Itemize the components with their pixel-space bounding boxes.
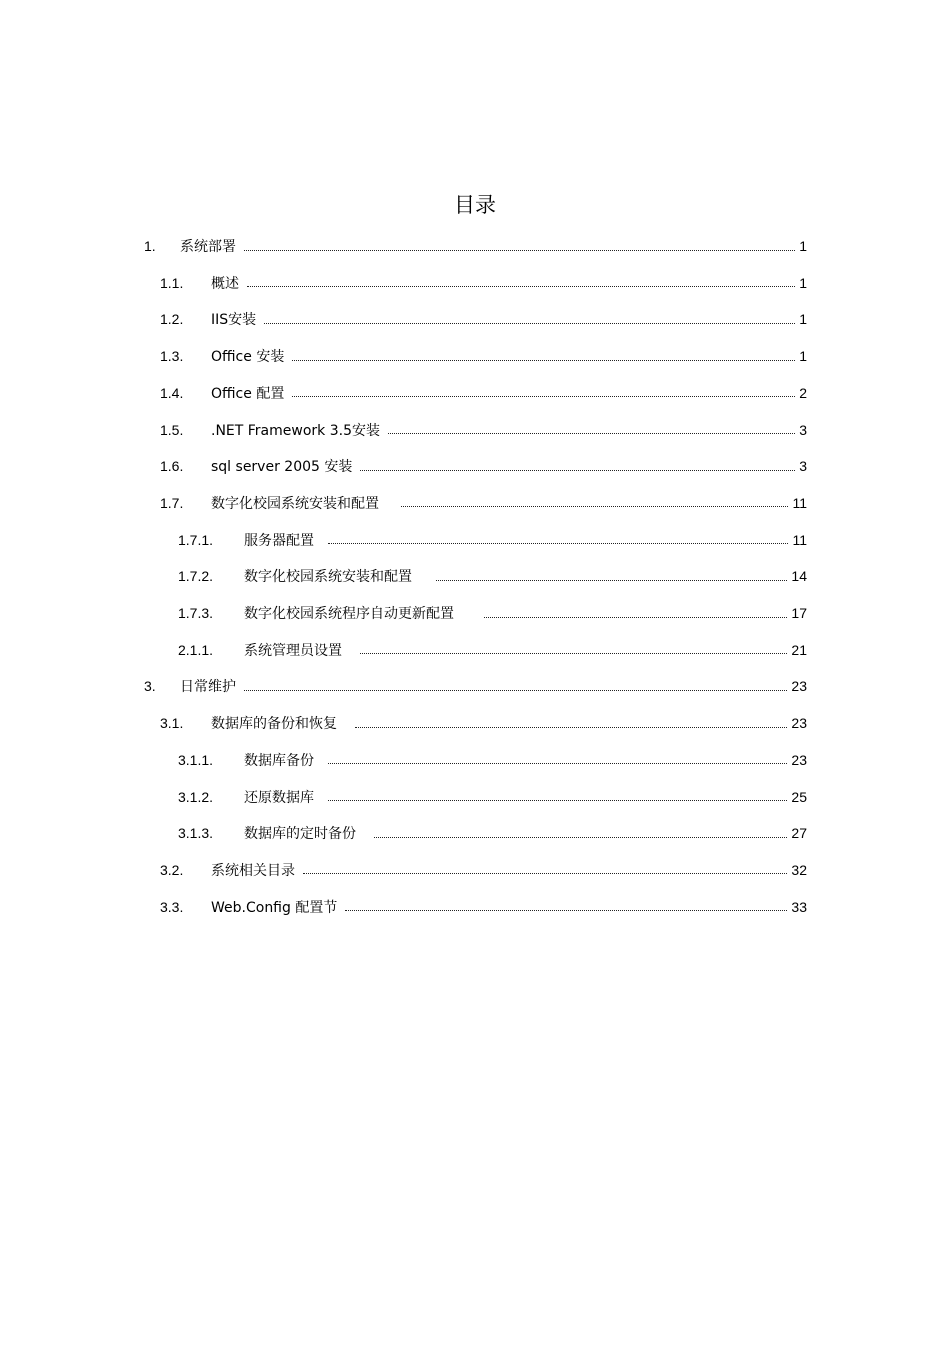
toc-entry-title: 日常维护: [180, 679, 236, 696]
toc-entry-page: 21: [791, 641, 807, 658]
toc-leader-dots: [401, 492, 788, 507]
toc-title: 目录: [454, 193, 496, 217]
toc-entry-title: 系统相关目录: [211, 862, 295, 879]
toc-entry-number: 1.2.: [160, 311, 184, 328]
toc-leader-dots: [355, 713, 787, 728]
toc-entry-title: 数据库的备份和恢复: [211, 716, 337, 733]
toc-entry-number: 1.7.3.: [178, 605, 214, 621]
toc-leader-dots: [345, 896, 787, 911]
toc-entry-title: Office 安装: [211, 349, 285, 366]
toc-leader-dots: [292, 382, 795, 397]
toc-entry-page: 1: [799, 311, 807, 328]
toc-entry-title: 概述: [211, 275, 239, 292]
toc-entry[interactable]: [160, 338, 807, 374]
toc-entry-page: 33: [791, 898, 807, 915]
toc-leader-dots: [360, 639, 787, 654]
toc-entry[interactable]: [178, 632, 807, 668]
toc-leader-dots: [303, 859, 787, 874]
toc-leader-dots: [374, 823, 787, 838]
toc-entry-number: 1.5.: [160, 421, 184, 438]
toc-leader-dots: [328, 529, 788, 544]
toc-entry[interactable]: [178, 595, 807, 631]
toc-entry-number: 1.6.: [160, 458, 184, 475]
toc-entry-number: 1.: [144, 238, 156, 254]
toc-entry-title: 数字化校园系统安装和配置: [211, 495, 379, 512]
toc-leader-dots: [264, 309, 795, 324]
toc-leader-dots: [328, 786, 787, 801]
toc-entry-number: 1.4.: [160, 384, 184, 401]
toc-entry-number: 2.1.1.: [178, 641, 214, 658]
toc-entry-number: 3.1.: [160, 715, 184, 732]
toc-entry-page: 25: [791, 788, 807, 805]
toc-entry[interactable]: [144, 228, 807, 264]
toc-entry-title: IIS安装: [211, 312, 257, 329]
toc-entry-number: 3.1.2.: [178, 788, 214, 805]
toc-entry-page: 17: [791, 605, 807, 621]
toc-entry-title: Web.Config 配置节: [211, 899, 338, 916]
toc-entry-page: 11: [792, 494, 807, 511]
toc-entry[interactable]: [160, 485, 807, 521]
toc-entry-number: 3.: [144, 678, 156, 695]
toc-entry[interactable]: [160, 301, 807, 337]
toc-entry-title: 数字化校园系统安装和配置: [244, 569, 412, 586]
toc-entry-number: 1.7.2.: [178, 568, 214, 585]
toc-entry-page: 2: [799, 384, 807, 401]
toc-entry-title: 数据库备份: [244, 752, 314, 769]
toc-entry-number: 3.1.1.: [178, 751, 214, 768]
toc-entry[interactable]: [160, 265, 807, 301]
toc-entry-number: 3.3.: [160, 898, 184, 915]
toc-entry-page: 3: [799, 421, 807, 438]
toc-entry[interactable]: [178, 522, 807, 558]
toc-entry[interactable]: [160, 375, 807, 411]
toc-entry-title: 数据库的定时备份: [244, 826, 356, 843]
toc-leader-dots: [247, 272, 795, 287]
toc-entry[interactable]: [178, 815, 807, 851]
toc-entry-title: 数字化校园系统程序自动更新配置: [244, 606, 454, 622]
toc-entry[interactable]: [144, 668, 807, 704]
toc-entry[interactable]: [160, 448, 807, 484]
toc-leader-dots: [244, 676, 787, 691]
toc-entry-number: 1.1.: [160, 274, 184, 291]
toc-entry-title: sql server 2005 安装: [211, 459, 353, 476]
toc-leader-dots: [360, 456, 795, 471]
toc-leader-dots: [388, 419, 795, 434]
toc-entry-page: 23: [791, 678, 807, 695]
toc-entry-title: 系统管理员设置: [244, 642, 342, 659]
toc-entry[interactable]: [160, 705, 807, 741]
toc-entry-number: 1.3.: [160, 348, 184, 365]
toc-entry-page: 23: [791, 715, 807, 732]
toc-entry[interactable]: [178, 742, 807, 778]
toc-entry-page: 1: [799, 274, 807, 291]
toc-entry-number: 1.7.1.: [178, 531, 214, 548]
toc-entry-page: 32: [791, 861, 807, 878]
toc-entry-number: 1.7.: [160, 494, 184, 511]
toc-entry-title: 系统部署: [180, 239, 236, 255]
toc-entry-title: Office 配置: [211, 385, 285, 402]
toc-entry-page: 23: [791, 751, 807, 768]
toc-entry[interactable]: [178, 779, 807, 815]
toc-leader-dots: [292, 346, 795, 361]
toc-entry-page: 1: [799, 238, 807, 254]
toc-entry-title: 还原数据库: [244, 789, 314, 806]
toc-entry-page: 3: [799, 458, 807, 475]
toc-entry-title: 服务器配置: [244, 532, 314, 549]
toc-leader-dots: [244, 236, 795, 251]
toc-entry[interactable]: [160, 889, 807, 925]
toc-entry-page: 14: [791, 568, 807, 585]
toc-entry[interactable]: [160, 412, 807, 448]
toc-entry[interactable]: [160, 852, 807, 888]
toc-leader-dots: [436, 566, 787, 581]
toc-leader-dots: [484, 603, 787, 618]
toc-entry-number: 3.2.: [160, 861, 184, 878]
toc-entry-page: 11: [792, 531, 807, 548]
toc-entry-number: 3.1.3.: [178, 825, 214, 842]
toc-entry-page: 27: [791, 825, 807, 842]
toc-leader-dots: [328, 749, 787, 764]
toc-entry[interactable]: [178, 558, 807, 594]
toc-entry-page: 1: [799, 348, 807, 365]
toc-entry-title: .NET Framework 3.5安装: [211, 422, 380, 439]
